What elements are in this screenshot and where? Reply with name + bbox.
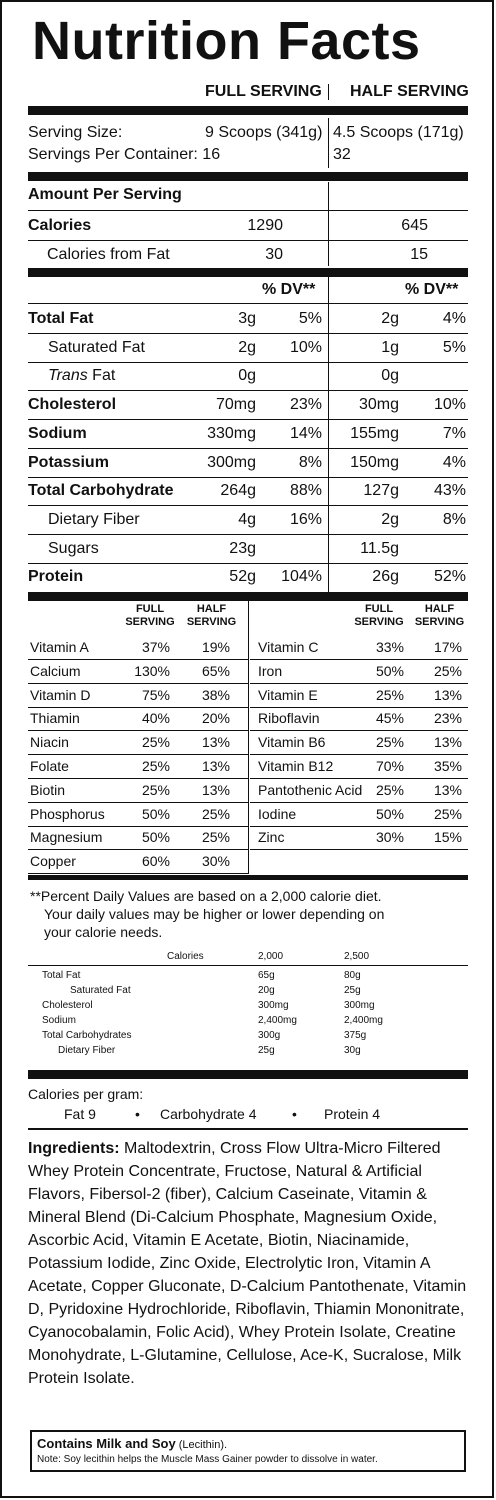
vitamin-row <box>28 731 248 754</box>
vitamin-full: 60% <box>141 853 170 869</box>
vitamin-half: 20% <box>201 710 230 726</box>
vitamin-row <box>256 755 468 778</box>
footnote-line-1: **Percent Daily Values are based on a 2,000 calorie diet. <box>30 888 382 904</box>
dv-table-2500: 2,500 <box>344 951 370 962</box>
dv-table-calories-label: Calories <box>167 951 204 962</box>
vitamin-full: 50% <box>141 806 170 822</box>
dv-row-2500: 30g <box>344 1045 361 1056</box>
vitamin-full: 30% <box>375 829 404 845</box>
dv-row-2000: 20g <box>258 985 275 996</box>
vitamin-half: 19% <box>201 639 230 655</box>
nutrient-full-dv: 14% <box>289 425 322 442</box>
vitamin-row <box>28 779 248 802</box>
vitamin-label: Copper <box>30 853 76 869</box>
nutrient-half: 2g <box>381 310 399 327</box>
vitamin-full: 25% <box>141 782 170 798</box>
nutrient-row <box>28 305 468 333</box>
vitamin-label: Magnesium <box>30 829 103 845</box>
dv-row-label: Total Carbohydrates <box>42 1030 132 1041</box>
vitamin-full: 45% <box>375 710 404 726</box>
vitamin-full: 50% <box>375 663 404 679</box>
vitamin-row <box>256 826 468 849</box>
serving-size-full: 9 Scoops (341g) <box>205 124 323 141</box>
nutrient-half: 1g <box>381 339 399 356</box>
full-serving-header: FULL SERVING <box>205 83 322 100</box>
dv-table-2000: 2,000 <box>258 951 284 962</box>
nutrient-full: 330mg <box>207 425 256 442</box>
nutrient-label <box>28 420 87 448</box>
dv-row-label: Dietary Fiber <box>58 1045 116 1056</box>
vitamin-label: Vitamin B12 <box>258 758 334 774</box>
vitamin-half: 13% <box>201 734 230 750</box>
nutrient-full: 264g <box>220 482 256 499</box>
nutrient-half: 30mg <box>358 396 399 413</box>
vitamin-label: Pantothenic Acid <box>258 782 363 798</box>
nutrient-label-text: Total Carbohydrate <box>28 482 174 499</box>
vitamin-half: 15% <box>433 829 462 845</box>
nutrient-full: 0g <box>238 367 256 384</box>
vitamin-rule <box>250 849 468 850</box>
vitamin-row <box>28 636 248 659</box>
calories-per-gram-label: Calories per gram: <box>28 1086 144 1102</box>
half-dv-header: % DV** <box>405 281 459 298</box>
vitamin-label: Folate <box>30 758 69 774</box>
nutrient-half: 0g <box>381 367 399 384</box>
vitamin-half: 13% <box>201 782 230 798</box>
nutrient-row <box>28 477 468 505</box>
ingredients-text: Maltodextrin, Cross Flow Ultra-Micro Filtered Whey Protein Concentrate, Fructose, Natural & Artificial Flavors, Fibersol-2 (fiber), Calcium Caseinate, Vitamin & Mineral Blend (Di-Calcium Phosphate, Magnesium Oxide, Ascorbic Acid, Vitamin E Acetate, Biotin, Niacinamide, Potassium Iodide, Zinc Oxide, Electrolytic Iron, Vitamin A Acetate, Copper Gluconate, D-Calcium Pantothenate, Vitamin D, Pyridoxine Hydrochloride, Riboflavin, Thiamin Mononitrate, Cyanocobalamin, Folic Acid), Whey Protein Isolate, Creatine Monohydrate, L-Glutamine, Cellulose, Ace-K, Sucralose, Milk Protein Isolate. <box>28 1140 467 1387</box>
vitamin-label: Vitamin C <box>258 639 319 655</box>
vitamin-half: 38% <box>201 687 230 703</box>
vitamin-full: 25% <box>375 687 404 703</box>
vit-left-half-header: HALF SERVING <box>186 603 237 628</box>
vitamin-row <box>28 850 248 873</box>
allergen-statement: Contains Milk and Soy (Lecithin). <box>37 1436 228 1451</box>
nutrient-label <box>28 391 116 419</box>
nutrient-label-text: Sugars <box>48 540 99 557</box>
dv-row-label: Total Fat <box>42 970 81 981</box>
nutrient-full-dv: 88% <box>289 482 322 499</box>
nutrient-half: 127g <box>363 482 399 499</box>
calories-row <box>28 212 468 240</box>
nutrient-full: 52g <box>229 568 256 585</box>
nutrient-full: 2g <box>238 339 256 356</box>
nutrient-full-dv: 5% <box>298 310 322 327</box>
dv-table-rule <box>28 965 468 966</box>
vitamin-label: Niacin <box>30 734 69 750</box>
ingredients-rule <box>28 1128 468 1130</box>
nutrient-full: 70mg <box>215 396 256 413</box>
nutrient-row <box>28 420 468 448</box>
vitamin-half: 65% <box>201 663 230 679</box>
nutrient-half-dv: 10% <box>433 396 466 413</box>
serving-thick-rule <box>28 172 468 181</box>
vitamin-label: Riboflavin <box>258 710 320 726</box>
footnote-line-2: Your daily values may be higher or lower depending on <box>44 906 385 922</box>
calories-half: 645 <box>401 217 428 234</box>
vitamin-row <box>256 636 468 659</box>
nutrient-label-text: Protein <box>28 568 84 585</box>
vitamin-full: 33% <box>375 639 404 655</box>
nutrient-row <box>28 362 468 390</box>
calories-thick-rule <box>28 268 468 277</box>
dv-row-2000: 300g <box>258 1030 281 1041</box>
nutrient-label-text: Fat <box>87 367 116 384</box>
dv-row-2000: 2,400mg <box>258 1015 297 1026</box>
nutrient-label <box>48 535 99 563</box>
nutrient-label <box>48 334 145 362</box>
vitamin-full: 70% <box>375 758 404 774</box>
vitamin-row <box>256 707 468 730</box>
nutrient-full-dv: 16% <box>289 511 322 528</box>
allergen-note: Note: Soy lecithin helps the Muscle Mass Gainer powder to dissolve in water. <box>37 1454 378 1465</box>
nutrient-label <box>28 477 174 505</box>
vitamin-full: 37% <box>141 639 170 655</box>
vitamin-label: Vitamin D <box>30 687 91 703</box>
vitamin-full: 25% <box>375 734 404 750</box>
vitamin-half: 25% <box>201 829 230 845</box>
dv-row-label: Cholesterol <box>42 1000 93 1011</box>
dv-row-2000: 300mg <box>258 1000 289 1011</box>
vitamin-full: 50% <box>141 829 170 845</box>
nutrient-half-dv: 43% <box>433 482 466 499</box>
vitamin-half: 17% <box>433 639 462 655</box>
nutrient-half-dv: 4% <box>442 454 466 471</box>
calories-full: 1290 <box>247 217 283 234</box>
nutrient-label <box>48 362 115 390</box>
nutrients-thick-rule <box>28 592 468 601</box>
calories-fat-label: Calories from Fat <box>47 246 170 263</box>
ingredients-label: Ingredients: <box>28 1140 120 1157</box>
nutrient-row <box>28 535 468 563</box>
vitamin-row <box>28 755 248 778</box>
dv-row-2000: 65g <box>258 970 275 981</box>
vitamin-row <box>28 826 248 849</box>
vitamin-row <box>28 684 248 707</box>
dv-row-2500: 2,400mg <box>344 1015 383 1026</box>
nutrient-full-dv: 10% <box>289 339 322 356</box>
nutrient-half: 155mg <box>350 425 399 442</box>
nutrient-full: 4g <box>238 511 256 528</box>
nutrient-full-dv: 8% <box>298 454 322 471</box>
serving-divider <box>328 118 329 168</box>
vitamin-label: Calcium <box>30 663 81 679</box>
allergen-box <box>30 1430 466 1472</box>
nutrient-label <box>28 563 83 591</box>
nutrient-half: 2g <box>381 511 399 528</box>
label-title: Nutrition Facts <box>32 11 421 71</box>
calories-fat-row <box>28 241 468 269</box>
nutrient-half: 150mg <box>350 454 399 471</box>
calories-fat-full: 30 <box>265 246 283 263</box>
vitamin-half: 25% <box>433 663 462 679</box>
dv-row-2500: 375g <box>344 1030 367 1041</box>
vitamin-half: 25% <box>201 806 230 822</box>
nutrient-half-dv: 8% <box>442 511 466 528</box>
vitamin-full: 25% <box>141 734 170 750</box>
nutrient-half-dv: 7% <box>442 425 466 442</box>
nutrient-half: 11.5g <box>360 540 399 557</box>
nutrient-label <box>48 506 140 534</box>
dv-table-thick-rule <box>28 1070 468 1079</box>
servings-per-container-half: 32 <box>333 146 351 163</box>
vitamin-full: 25% <box>141 758 170 774</box>
nutrient-half-dv: 52% <box>433 568 466 585</box>
vitamin-row <box>28 660 248 683</box>
vit-right-half-header: HALF SERVING <box>414 603 465 628</box>
vit-right-full-header: FULL SERVING <box>354 603 404 628</box>
vitamin-label: Iodine <box>258 806 297 822</box>
nutrient-label-text: Total Fat <box>28 310 94 327</box>
top-thick-rule <box>28 106 468 115</box>
nutrient-full: 3g <box>238 310 256 327</box>
vitamin-label: Vitamin E <box>258 687 318 703</box>
nutrient-row <box>28 563 468 591</box>
vitamin-label: Vitamin A <box>30 639 89 655</box>
servings-per-container: Servings Per Container: 16 <box>28 146 221 163</box>
nutrient-label-text: Sodium <box>28 425 87 442</box>
amount-per-serving: Amount Per Serving <box>28 186 182 203</box>
nutrient-label-text: Cholesterol <box>28 396 117 413</box>
vitamin-label: Iron <box>258 663 283 679</box>
nutrient-row <box>28 391 468 419</box>
nutrient-full: 300mg <box>207 454 256 471</box>
nutrient-half-dv: 5% <box>442 339 466 356</box>
dv-row-label: Saturated Fat <box>70 985 131 996</box>
nutrient-label <box>28 449 109 477</box>
vitamin-rule <box>28 873 248 874</box>
dv-row-2500: 80g <box>344 970 361 981</box>
vitamin-row <box>28 707 248 730</box>
nutrient-full-dv: 23% <box>289 396 322 413</box>
nutrient-half: 26g <box>372 568 399 585</box>
serving-size-half: 4.5 Scoops (171g) <box>333 124 464 141</box>
vitamin-row <box>28 803 248 826</box>
nutrient-full: 23g <box>229 540 256 557</box>
dv-row-2500: 300mg <box>344 1000 375 1011</box>
vit-left-full-header: FULL SERVING <box>125 603 175 628</box>
dv-row-2000: 25g <box>258 1045 275 1056</box>
rule-amount <box>28 210 468 211</box>
calories-fat-half: 15 <box>410 246 428 263</box>
vitamin-half: 25% <box>433 806 462 822</box>
vitamin-full: 40% <box>141 710 170 726</box>
vitamin-full: 130% <box>134 663 170 679</box>
nutrient-half-dv: 4% <box>442 310 466 327</box>
vitamin-half: 30% <box>201 853 230 869</box>
nutrient-label-text: Potassium <box>28 454 109 471</box>
vitamin-label: Vitamin B6 <box>258 734 326 750</box>
vitamin-half: 13% <box>433 687 462 703</box>
nutrient-row <box>28 334 468 362</box>
carb-per-gram: Carbohydrate 4 <box>160 1106 257 1122</box>
bullet-2: • <box>292 1106 297 1122</box>
calories-label: Calories <box>28 217 92 234</box>
serving-size-label: Serving Size: <box>28 124 123 141</box>
fat-per-gram: Fat 9 <box>64 1106 96 1122</box>
vitamin-label: Zinc <box>258 829 285 845</box>
vitamin-row <box>256 684 468 707</box>
vitamin-full: 25% <box>375 782 404 798</box>
bullet-1: • <box>135 1106 140 1122</box>
vitamin-row <box>256 779 468 802</box>
footnote-line-3: your calorie needs. <box>44 924 163 940</box>
vitamin-half: 13% <box>201 758 230 774</box>
vitamins-thick-rule <box>28 875 468 880</box>
nutrient-label <box>28 305 93 333</box>
nutrient-row <box>28 449 468 477</box>
vitamin-half: 23% <box>433 710 462 726</box>
nutrient-label-text: Dietary Fiber <box>48 511 140 528</box>
vitamin-full: 50% <box>375 806 404 822</box>
full-dv-header: % DV** <box>262 281 316 298</box>
nutrient-label-text: Saturated Fat <box>48 339 145 356</box>
vitamin-label: Thiamin <box>30 710 80 726</box>
vitamin-row <box>256 803 468 826</box>
ingredients <box>28 1137 468 1390</box>
vitamin-full: 75% <box>141 687 170 703</box>
vitamin-half: 13% <box>433 782 462 798</box>
vitamin-half: 13% <box>433 734 462 750</box>
header-divider <box>328 84 329 100</box>
nutrient-full-dv: 104% <box>281 568 322 585</box>
vitamin-half: 35% <box>433 758 462 774</box>
vitamin-label: Phosphorus <box>30 806 105 822</box>
vitamin-row <box>256 660 468 683</box>
dv-row-2500: 25g <box>344 985 361 996</box>
dv-row-label: Sodium <box>42 1015 76 1026</box>
vitamin-row <box>256 731 468 754</box>
vitamins-divider <box>248 601 249 874</box>
rule-dv <box>28 303 468 304</box>
trans-italic: Trans <box>48 367 88 384</box>
protein-per-gram: Protein 4 <box>324 1106 381 1122</box>
vitamin-label: Biotin <box>30 782 66 798</box>
half-serving-header: HALF SERVING <box>350 83 469 100</box>
nutrient-row <box>28 506 468 534</box>
